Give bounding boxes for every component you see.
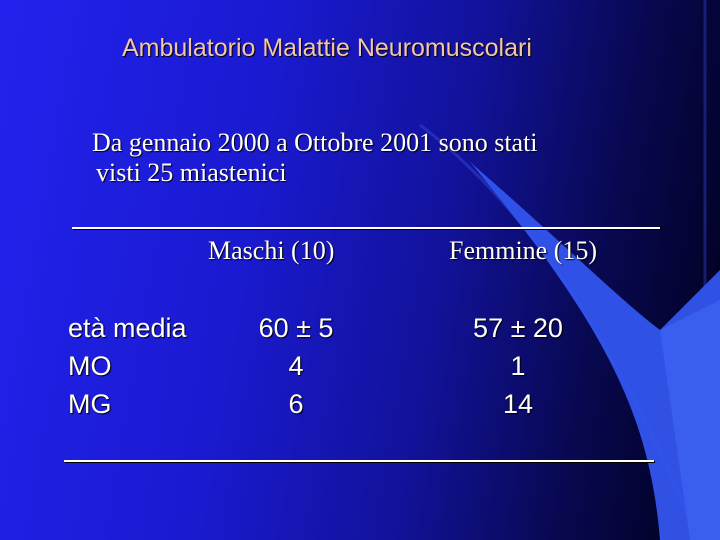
intro-text [92,128,692,188]
top-divider [72,227,660,229]
column-header-female: Femmine (15) [449,236,598,265]
intro-line-2: visti 25 miastenici [96,158,287,187]
cell-mg-male: 6 [288,389,304,419]
bottom-divider [64,460,654,462]
column-header-male: Maschi (10) [208,236,335,265]
cell-eta-media-male: 60 ± 5 [258,313,334,343]
row-label-eta-media: età media [68,313,187,343]
row-label-mo: MO [68,351,112,381]
cell-mg-female: 14 [502,389,534,419]
intro-line-1: Da gennaio 2000 a Ottobre 2001 sono stati [92,128,538,157]
row-label-mg: MG [68,389,112,419]
cell-mo-female: 1 [510,351,526,381]
slide-title: Ambulatorio Malattie Neuromuscolari [122,34,532,62]
cell-eta-media-female: 57 ± 20 [473,313,563,343]
cell-mo-male: 4 [288,351,304,381]
